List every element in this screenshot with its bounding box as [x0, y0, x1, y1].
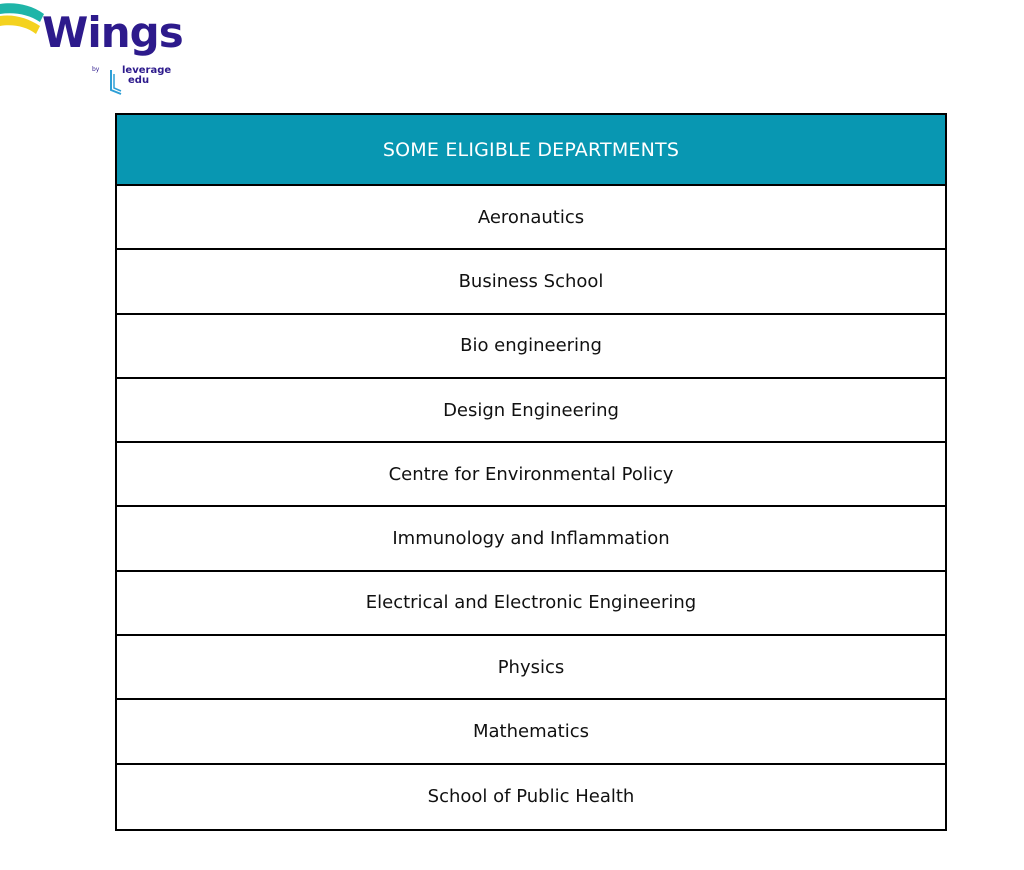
table-row	[117, 250, 945, 314]
table-row	[117, 315, 945, 379]
department-name: Mathematics	[473, 721, 589, 743]
table-row	[117, 379, 945, 443]
logo-brand	[122, 66, 171, 86]
table-row	[117, 765, 945, 829]
table-row	[117, 507, 945, 571]
logo-wordmark: Wings	[42, 8, 183, 57]
table-row	[117, 700, 945, 764]
logo-brand-line2: edu	[128, 75, 150, 86]
department-name: Immunology and Inflammation	[392, 528, 670, 550]
department-name: Electrical and Electronic Engineering	[365, 592, 697, 614]
department-name: Bio engineering	[460, 335, 602, 357]
departments-table	[115, 113, 947, 831]
logo-brand-line1: leverage	[122, 65, 172, 76]
logo-by-text: by	[92, 66, 100, 73]
table-row	[117, 572, 945, 636]
department-name: Physics	[497, 656, 565, 678]
table-header-text: SOME ELIGIBLE DEPARTMENTS	[382, 138, 680, 161]
department-name: Business School	[458, 270, 604, 292]
table-header	[117, 115, 945, 186]
department-name: School of Public Health	[427, 786, 635, 808]
department-name: Centre for Environmental Policy	[388, 463, 674, 485]
table-row	[117, 186, 945, 250]
table-row	[117, 443, 945, 507]
department-name: Aeronautics	[477, 206, 585, 228]
wings-logo	[0, 0, 183, 100]
department-name: Design Engineering	[443, 399, 619, 421]
leverage-edu-mark-icon	[109, 68, 123, 96]
table-row	[117, 636, 945, 700]
